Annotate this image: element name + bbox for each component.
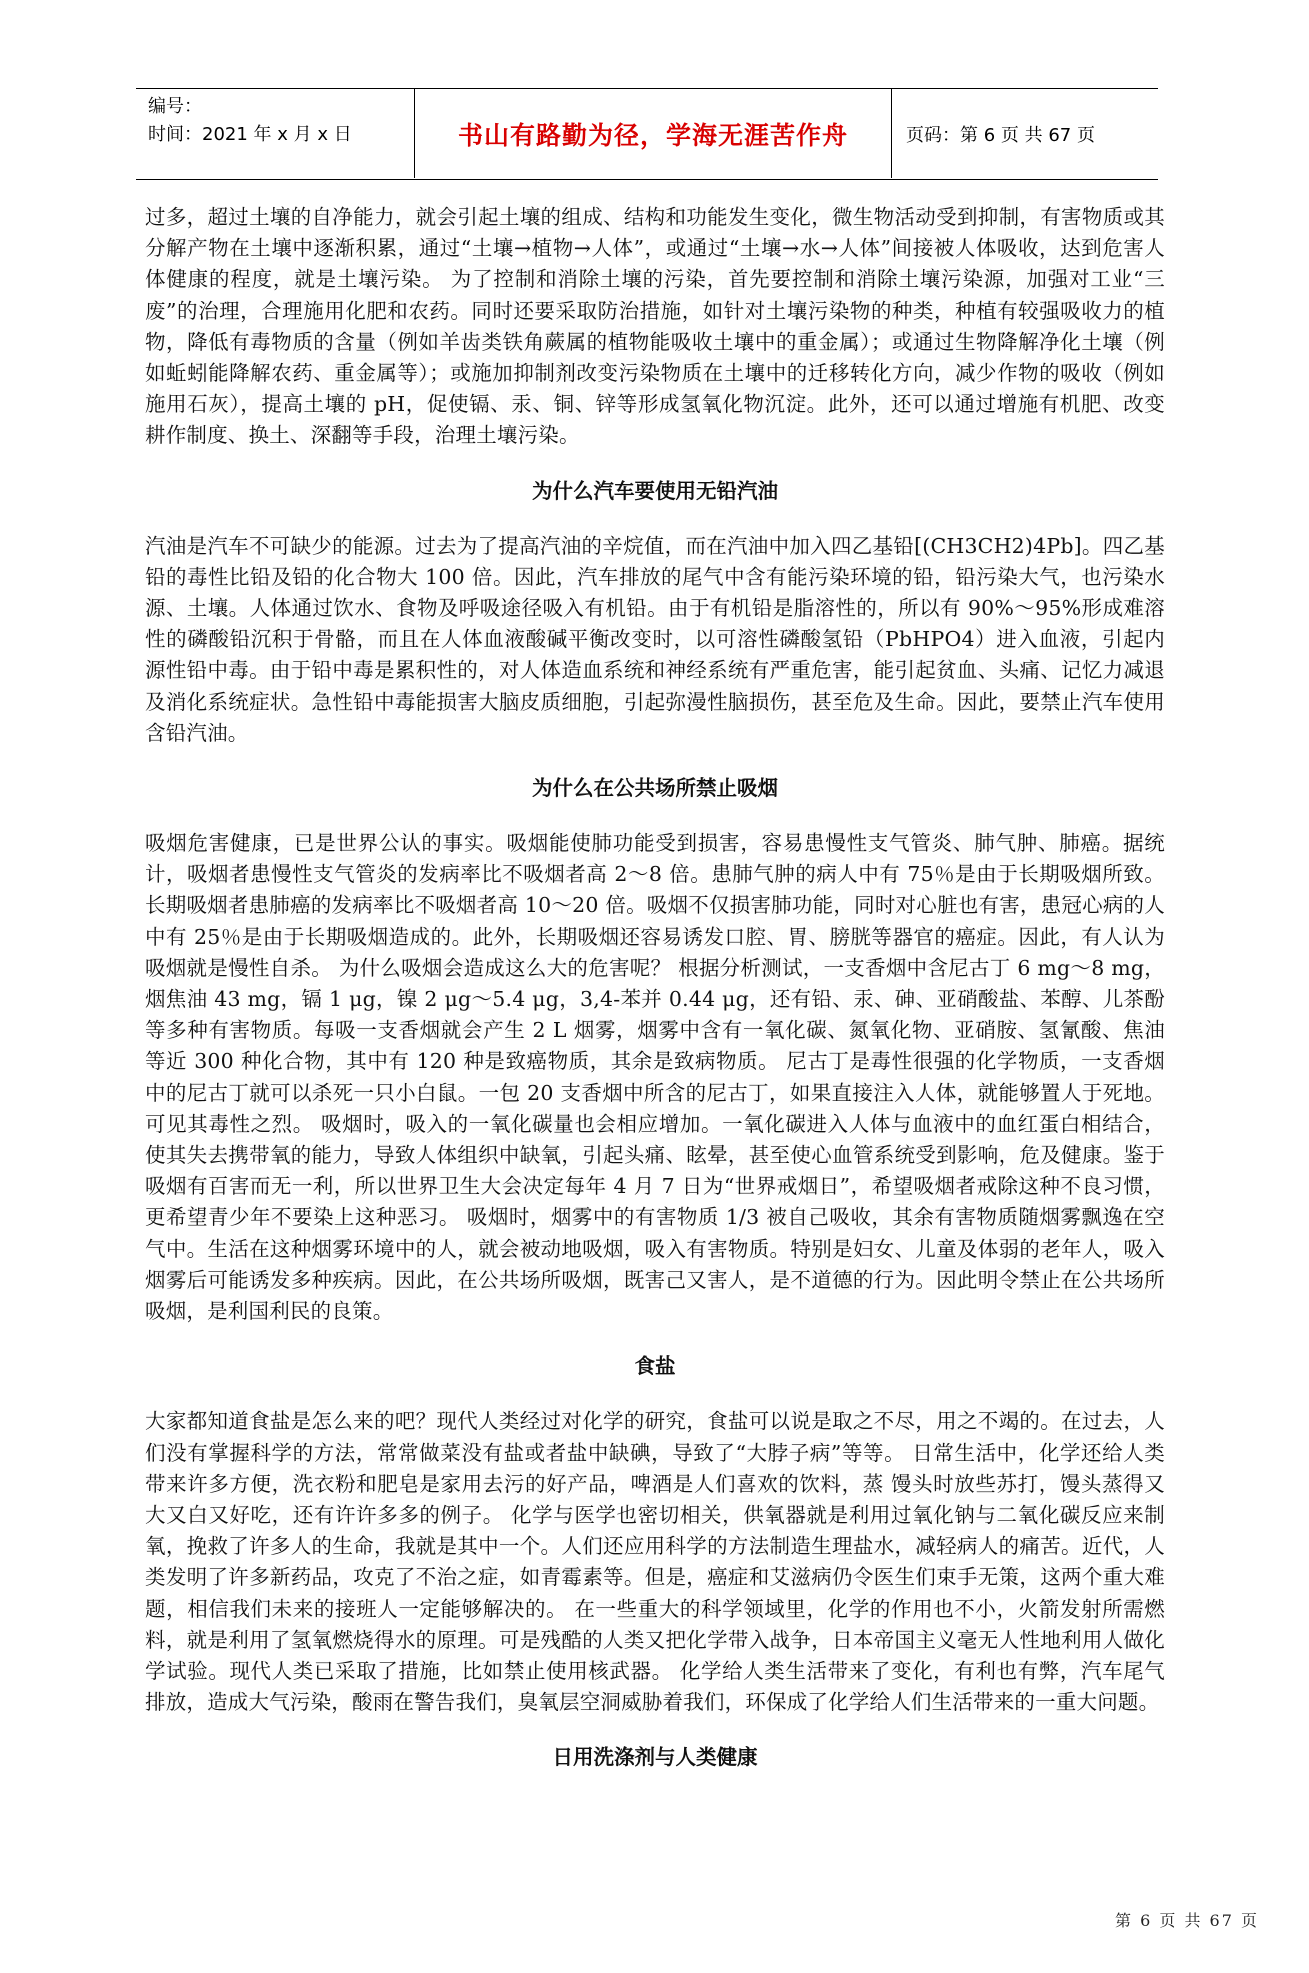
header-motto: 书山有路勤为径，学海无涯苦作舟 [414, 89, 892, 178]
document-time-label: 时间：2021 年 x 月 x 日 [148, 124, 352, 145]
section-title-smoking-ban: 为什么在公共场所禁止吸烟 [532, 776, 778, 801]
paragraph-unleaded-gasoline: 汽油是汽车不可缺少的能源。过去为了提高汽油的辛烷值，而在汽油中加入四乙基铅[(CH3CH2)4Pb]。四乙基铅的毒性比铅及铅的化合物大 100 倍。因此，汽车排放的尾气中含有能污染环境的铅，铅污染大气，也污染水源、土壤。人体通过饮水、食物及呼吸途径吸入有机铅。由于有机铅是脂溶性的，所以有 90%～95%形成难溶性的磷酸铅沉积于骨骼，而且在人体血液酸碱平衡改变时，以可溶性磷酸氢铅（PbHPO4）进入血液，引起内源性铅中毒。由于铅中毒是累积性的，对人体造血系统和神经系统有严重危害，能引起贫血、头痛、记忆力减退及消化系统症状。急性铅中毒能损害大脑皮质细胞，引起弥漫性脑损伤，甚至危及生命。因此，要禁止汽车使用含铅汽油。 [145, 533, 1165, 745]
page-footer: 第 6 页 共 67 页 [1115, 1911, 1259, 1930]
paragraph-soil-pollution: 过多，超过土壤的自净能力，就会引起土壤的组成、结构和功能发生变化，微生物活动受到抑制，有害物质或其分解产物在土壤中逐渐积累，通过“土壤→植物→人体”，或通过“土壤→水→人体”间接被人体吸收，达到危害人体健康的程度，就是土壤污染。 为了控制和消除土壤的污染，首先要控制和消除土壤污染源，加强对工业“三废”的治理，合理施用化肥和农药。同时还要采取防治措施，如针对土壤污染物的种类，种植有较强吸收力的植物，降低有毒物质的含量（例如羊齿类铁角蕨属的植物能吸收土壤中的重金属）；或通过生物降解净化土壤（例如蚯蚓能降解农药、重金属等）；或施加抑制剂改变污染物质在土壤中的迁移转化方向，减少作物的吸收（例如施用石灰），提高土壤的 pH，促使镉、汞、铜、锌等形成氢氧化物沉淀。此外，还可以通过增施有机肥、改变耕作制度、换土、深翻等手段，治理土壤污染。 [145, 205, 1165, 448]
section-title-salt: 食盐 [634, 1354, 676, 1379]
paragraph-smoking-ban: 吸烟危害健康，已是世界公认的事实。吸烟能使肺功能受到损害，容易患慢性支气管炎、肺气肿、肺癌。据统计，吸烟者患慢性支气管炎的发病率比不吸烟者高 2～8 倍。患肺气肿的病人中有 75％是由于长期吸烟所致。长期吸烟者患肺癌的发病率比不吸烟者高 10～20 倍。吸烟不仅损害肺功能，同时对心脏也有害，患冠心病的人中有 25％是由于长期吸烟造成的。此外，长期吸烟还容易诱发口腔、胃、膀胱等器官的癌症。因此，有人认为吸烟就是慢性自杀。 为什么吸烟会造成这么大的危害呢？ 根据分析测试，一支香烟中含尼古丁 6 mg～8 mg，烟焦油 43 mg，镉 1 μg，镍 2 μg～5.4 μg，3,4-苯并 0.44 μg，还有铅、汞、砷、亚硝酸盐、苯醇、儿茶酚等多种有害物质。每吸一支香烟就会产生 2 L 烟雾，烟雾中含有一氧化碳、氮氧化物、亚硝胺、氢氰酸、焦油等近 300 种化合物，其中有 120 种是致癌物质，其余是致病物质。 尼古丁是毒性很强的化学物质，一支香烟中的尼古丁就可以杀死一只小白鼠。一包 20 支香烟中所含的尼古丁，如果直接注入人体，就能够置人于死地。可见其毒性之烈。 吸烟时，吸入的一氧化碳量也会相应增加。一氧化碳进入人体与血液中的血红蛋白相结合，使其失去携带氧的能力，导致人体组织中缺氧，引起头痛、眩晕，甚至使心血管系统受到影响，危及健康。鉴于吸烟有百害而无一利，所以世界卫生大会决定每年 4 月 7 日为“世界戒烟日”，希望吸烟者戒除这种不良习惯，更希望青少年不要染上这种恶习。 吸烟时，烟雾中的有害物质 1/3 被自己吸收，其余有害物质随烟雾飘逸在空气中。生活在这种烟雾环境中的人，就会被动地吸烟，吸入有害物质。特别是妇女、儿童及体弱的老年人，吸入烟雾后可能诱发多种疾病。因此，在公共场所吸烟，既害己又害人，是不道德的行为。因此明令禁止在公共场所吸烟，是利国利民的良策。 [145, 831, 1165, 1324]
header-page-info: 页码：第 6 页 共 67 页 [906, 124, 1095, 146]
document-body [145, 202, 1165, 1797]
section-title-detergents: 日用洗涤剂与人类健康 [552, 1745, 758, 1770]
paragraph-salt: 大家都知道食盐是怎么来的吧？现代人类经过对化学的研究，食盐可以说是取之不尽，用之不竭的。在过去，人们没有掌握科学的方法，常常做菜没有盐或者盐中缺碘，导致了“大脖子病”等等。 日常生活中，化学还给人类带来许多方便，洗衣粉和肥皂是家用去污的好产品，啤酒是人们喜欢的饮料，蒸 馒头时放些苏打，馒头蒸得又大又白又好吃，还有许许多多的例子。 化学与医学也密切相关，供氧器就是利用过氧化钠与二氧化碳反应来制氧，挽救了许多人的生命，我就是其中一个。人们还应用科学的方法制造生理盐水，减轻病人的痛苦。近代，人类发明了许多新药品，攻克了不治之症，如青霉素等。但是，癌症和艾滋病仍令医生们束手无策，这两个重大难题，相信我们未来的接班人一定能够解决的。 在一些重大的科学领域里，化学的作用也不小，火箭发射所需燃料，就是利用了氢氧燃烧得水的原理。可是残酷的人类又把化学带入战争，日本帝国主义毫无人性地利用人做化学试验。现代人类已采取了措施，比如禁止使用核武器。 化学给人类生活带来了变化，有利也有弊，汽车尾气排放，造成大气污染，酸雨在警告我们，臭氧层空洞威胁着我们，环保成了化学给人们生活带来的一重大问题。 [145, 1409, 1165, 1715]
page-header [136, 88, 1158, 180]
header-meta [148, 93, 396, 149]
section-title-unleaded-gasoline: 为什么汽车要使用无铅汽油 [532, 478, 778, 503]
document-number-label: 编号： [148, 96, 202, 117]
